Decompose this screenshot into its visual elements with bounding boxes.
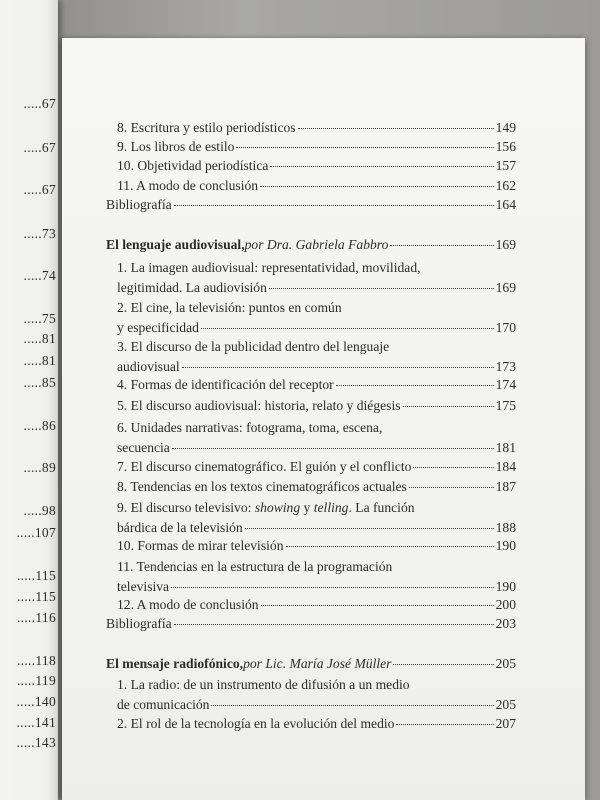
toc-entry: 10. Formas de mirar televisión 190 <box>117 538 516 553</box>
toc-entry: 2. El rol de la tecnología en la evolución del medio 207 <box>117 716 516 731</box>
left-page-number: .....107 <box>16 525 56 540</box>
left-page-number: .....118 <box>16 653 56 668</box>
toc-entry: 6. Unidades narrativas: fotograma, toma, escena, secuencia 181 <box>117 420 516 455</box>
left-page-number: .....85 <box>23 375 56 390</box>
left-page-number: .....116 <box>16 610 56 625</box>
toc-entry: Bibliografía 203 <box>106 616 516 631</box>
left-page-number: .....89 <box>23 460 56 475</box>
left-page <box>0 0 58 800</box>
toc-entry: 11. A modo de conclusión 162 <box>117 178 516 193</box>
left-page-number: .....81 <box>23 353 56 368</box>
left-page-number: .....98 <box>23 503 56 518</box>
left-page-number: .....140 <box>16 694 56 709</box>
toc-entry: 9. El discurso televisivo: showing y telling. La función bárdica de la televisión 188 <box>117 500 516 535</box>
left-page-number: .....119 <box>16 673 56 688</box>
left-page-number: .....143 <box>16 735 56 750</box>
toc-entry: 11. Tendencias en la estructura de la programación televisiva 190 <box>117 559 516 594</box>
right-page <box>62 38 585 800</box>
left-page-number: .....115 <box>16 568 56 583</box>
toc-entry: 3. El discurso de la publicidad dentro del lenguaje audiovisual 173 <box>117 339 516 374</box>
toc-entry: 12. A modo de conclusión 200 <box>117 597 516 612</box>
toc-entry: 1. La radio: de un instrumento de difusión a un medio de comunicación 205 <box>117 677 516 712</box>
left-page-number: .....86 <box>23 418 56 433</box>
toc-entry: Bibliografía 164 <box>106 197 516 212</box>
left-page-number: .....81 <box>23 331 56 346</box>
toc-entry: 4. Formas de identificación del receptor 174 <box>117 377 516 392</box>
section-heading: El mensaje radiofónico, por Lic. María José Müller 205 <box>106 656 516 671</box>
toc-entry: 9. Los libros de estilo 156 <box>117 139 516 154</box>
toc-entry: 7. El discurso cinematográfico. El guión y el conflicto 184 <box>117 459 516 474</box>
toc-entry: 8. Tendencias en los textos cinematográficos actuales 187 <box>117 479 516 494</box>
left-page-number: .....115 <box>16 589 56 604</box>
toc-entry: 1. La imagen audiovisual: representatividad, movilidad, legitimidad. La audiovisión 169 <box>117 260 516 295</box>
toc-entry: 5. El discurso audiovisual: historia, relato y diégesis 175 <box>117 398 516 413</box>
left-page-number: .....141 <box>16 715 56 730</box>
left-page-number: .....67 <box>23 96 56 111</box>
left-page-number: .....74 <box>23 268 56 283</box>
left-page-number: .....67 <box>23 182 56 197</box>
section-heading: El lenguaje audiovisual, por Dra. Gabriela Fabbro 169 <box>106 237 516 252</box>
toc-entry: 8. Escritura y estilo periodísticos 149 <box>117 120 516 135</box>
left-page-number: .....73 <box>23 226 56 241</box>
left-page-number: .....67 <box>23 140 56 155</box>
toc-entry: 10. Objetividad periodística 157 <box>117 158 516 173</box>
toc-entry: 2. El cine, la televisión: puntos en común y especificidad 170 <box>117 300 516 335</box>
left-page-number: .....75 <box>23 311 56 326</box>
